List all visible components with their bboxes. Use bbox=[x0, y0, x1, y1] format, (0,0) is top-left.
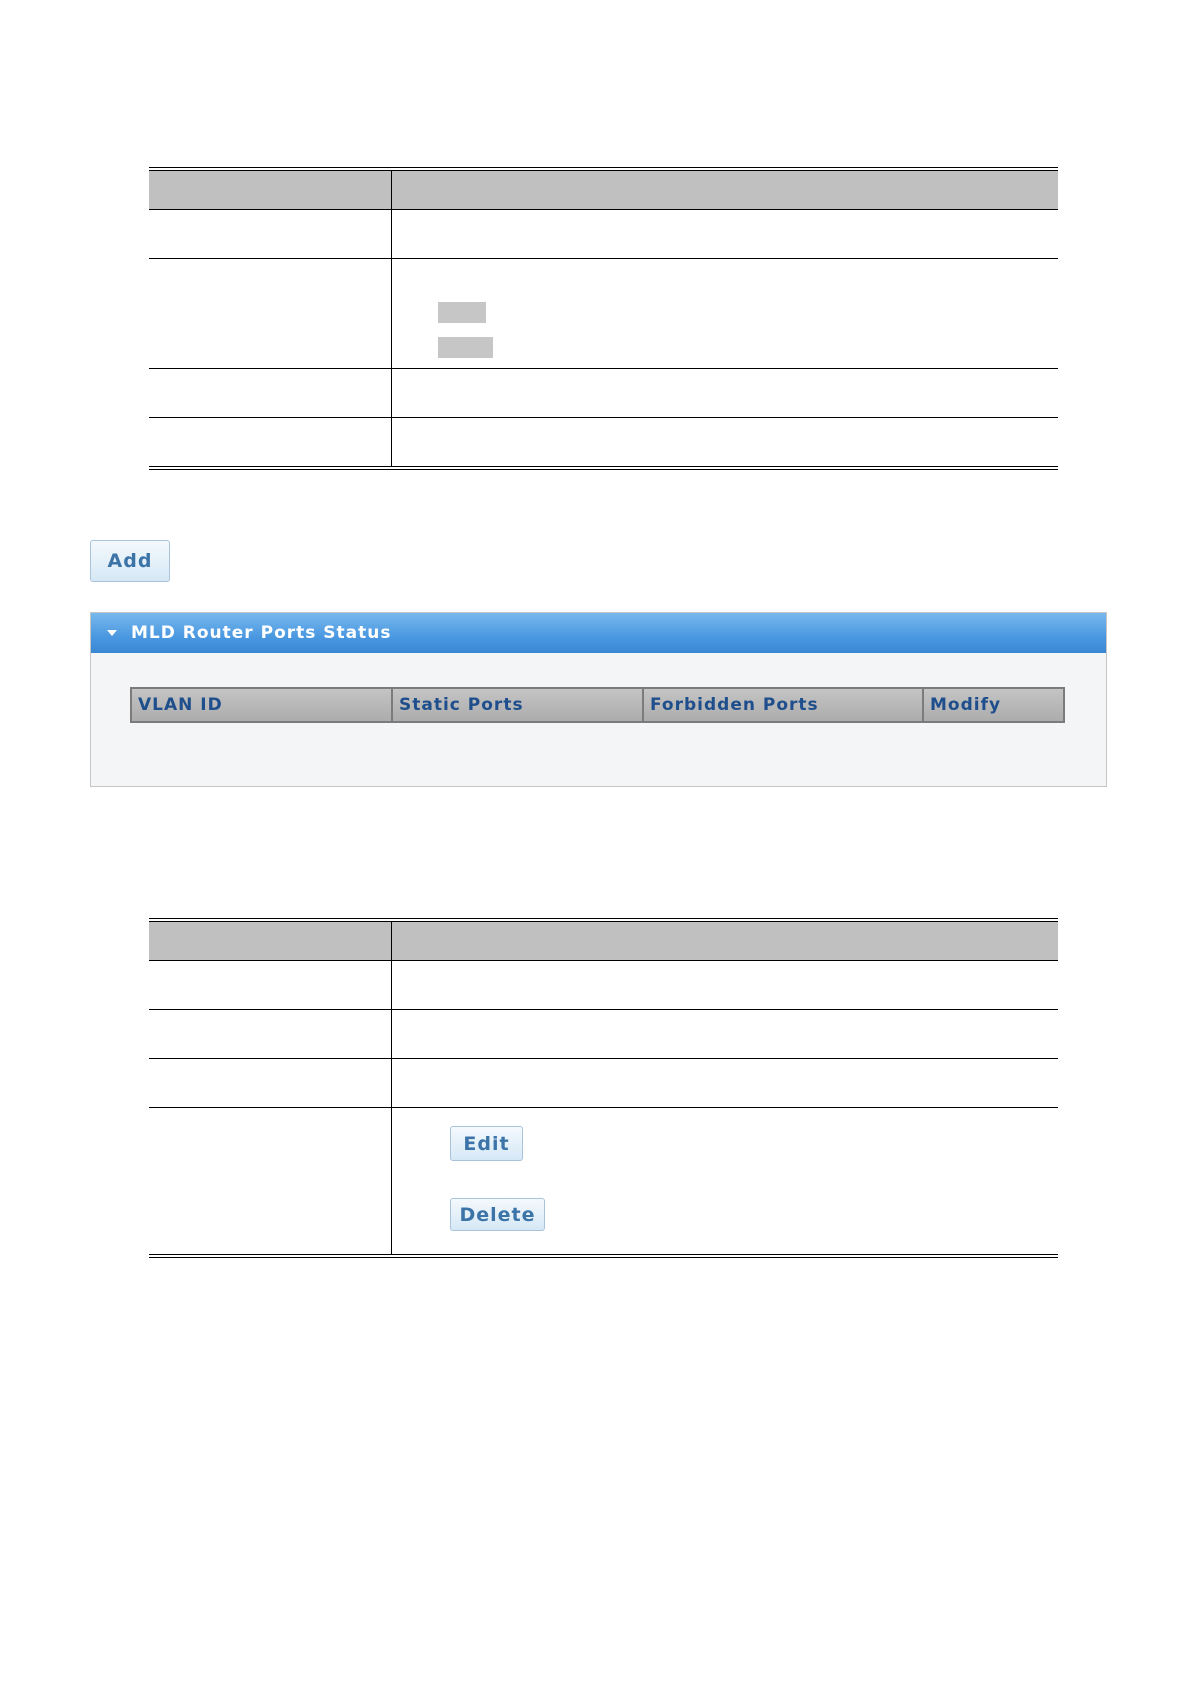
table-cell bbox=[392, 1010, 1058, 1058]
table-row bbox=[149, 210, 1058, 259]
edit-button[interactable]: Edit bbox=[450, 1126, 523, 1161]
table-cell bbox=[149, 369, 392, 417]
table-header-row bbox=[149, 922, 1058, 961]
table-cell bbox=[392, 418, 1058, 466]
table-cell bbox=[392, 1108, 1058, 1254]
table-cell bbox=[149, 210, 392, 258]
ports-table-header bbox=[130, 687, 1065, 723]
delete-button[interactable]: Delete bbox=[450, 1198, 545, 1231]
panel-header[interactable] bbox=[91, 613, 1106, 653]
table-cell bbox=[392, 369, 1058, 417]
collapse-triangle-icon[interactable] bbox=[107, 630, 117, 636]
description-table-bottom bbox=[149, 918, 1058, 1258]
table-row bbox=[149, 418, 1058, 466]
table-row bbox=[149, 1108, 1058, 1254]
highlight-chip bbox=[438, 337, 493, 358]
table-row bbox=[149, 1010, 1058, 1059]
table-cell bbox=[149, 1010, 392, 1058]
column-header-static-ports[interactable]: Static Ports bbox=[393, 689, 644, 721]
table-cell bbox=[149, 259, 392, 368]
table-header-row bbox=[149, 171, 1058, 210]
table-cell bbox=[149, 961, 392, 1009]
add-button[interactable]: Add bbox=[90, 540, 170, 582]
table-cell bbox=[392, 961, 1058, 1009]
highlight-chip bbox=[438, 302, 486, 323]
table-row bbox=[149, 259, 1058, 369]
header-cell-description bbox=[392, 171, 1058, 209]
description-table-top bbox=[149, 167, 1058, 470]
table-cell bbox=[392, 1059, 1058, 1107]
column-header-modify[interactable]: Modify bbox=[924, 689, 1063, 721]
table-row bbox=[149, 1059, 1058, 1108]
mld-router-ports-status-panel bbox=[90, 612, 1107, 787]
table-cell bbox=[149, 418, 392, 466]
header-cell-description bbox=[392, 922, 1058, 960]
table-cell bbox=[149, 1059, 392, 1107]
table-cell bbox=[149, 1108, 392, 1254]
panel-title: MLD Router Ports Status bbox=[131, 623, 392, 643]
header-cell-object bbox=[149, 922, 392, 960]
table-cell bbox=[392, 259, 1058, 368]
column-header-forbidden-ports[interactable]: Forbidden Ports bbox=[644, 689, 924, 721]
column-header-vlan-id[interactable]: VLAN ID bbox=[132, 689, 393, 721]
table-row bbox=[149, 369, 1058, 418]
table-cell bbox=[392, 210, 1058, 258]
table-row bbox=[149, 961, 1058, 1010]
header-cell-object bbox=[149, 171, 392, 209]
